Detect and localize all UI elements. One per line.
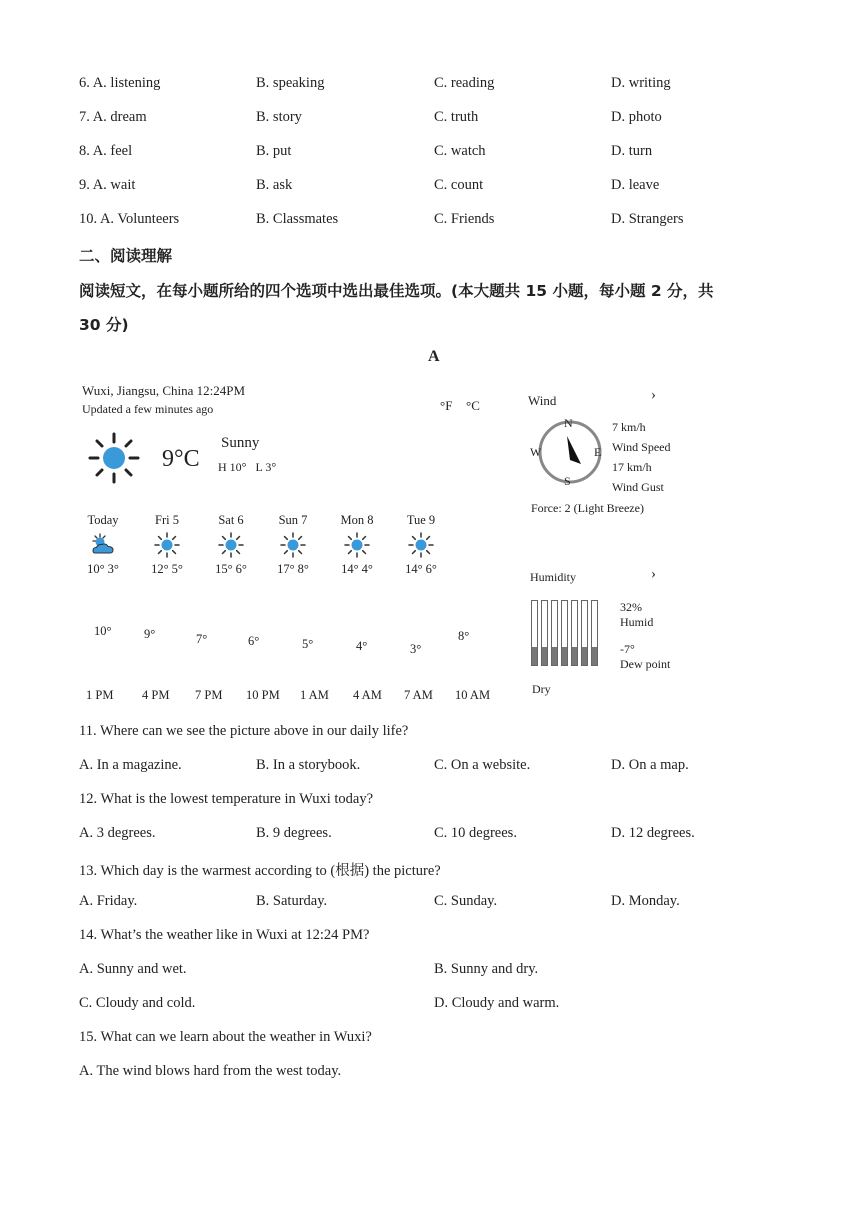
option-a: 10. A. Volunteers — [79, 211, 180, 227]
option-a: A. Friday. — [79, 893, 138, 909]
wind-gust-value: 17 km/h — [612, 460, 652, 474]
forecast-day-temps: 14° 6° — [405, 562, 437, 576]
option-d: D. On a map. — [611, 757, 689, 773]
option-d: D. turn — [611, 143, 653, 159]
humidity-value: 32% — [620, 600, 642, 614]
hourly-time: 7 AM — [404, 688, 433, 702]
option-a: A. The wind blows hard from the west today. — [79, 1063, 342, 1079]
compass-s: S — [564, 474, 571, 488]
humidity-bar — [531, 600, 538, 666]
hourly-temp: 8° — [458, 629, 470, 644]
option-d: D. writing — [611, 75, 671, 91]
question-12-options — [79, 825, 799, 845]
forecast-day-temps: 12° 5° — [151, 562, 183, 576]
question-12: 12. What is the lowest temperature in Wuxi today? — [79, 791, 374, 807]
option-b: B. 9 degrees. — [256, 825, 332, 841]
humidity-bar-fill — [552, 647, 557, 665]
section-heading: 二、阅读理解 — [79, 247, 173, 265]
forecast-day-temps: 15° 6° — [215, 562, 247, 576]
hourly-temp: 4° — [356, 639, 368, 654]
hourly-time: 10 AM — [455, 688, 491, 702]
humidity-bar — [541, 600, 548, 666]
weather-location: Wuxi, Jiangsu, China 12:24PM — [82, 383, 246, 398]
hourly-temp: 3° — [410, 642, 422, 656]
question-11: 11. Where can we see the picture above in our daily life? — [79, 723, 409, 739]
option-a: 9. A. wait — [79, 177, 136, 193]
hourly-temp: 6° — [248, 634, 260, 649]
high-low: H 10° L 3° — [218, 460, 277, 474]
passage-label: A — [428, 348, 440, 365]
sun-icon — [154, 532, 180, 558]
compass-n: N — [564, 416, 573, 430]
current-temp: 9°C — [162, 446, 200, 472]
humidity-bar — [561, 600, 568, 666]
question-14-options-row1 — [79, 961, 799, 981]
question-row-9 — [79, 177, 799, 197]
humidity-bar-fill — [592, 647, 597, 665]
humidity-bar-fill — [532, 647, 537, 665]
hourly-time: 7 PM — [195, 688, 223, 702]
sun-icon — [280, 532, 306, 558]
option-a: A. 3 degrees. — [79, 825, 156, 841]
question-row-6 — [79, 75, 799, 95]
option-c: C. Friends — [434, 211, 495, 227]
question-row-8 — [79, 143, 799, 163]
question-row-7 — [79, 109, 799, 129]
question-14: 14. What’s the weather like in Wuxi at 12:24 PM? — [79, 927, 370, 943]
dew-point-value: -7° — [620, 642, 635, 656]
question-15-options — [79, 1063, 799, 1083]
option-d: D. leave — [611, 177, 660, 193]
option-a: A. In a magazine. — [79, 757, 182, 773]
option-a: 8. A. feel — [79, 143, 133, 159]
hourly-temp: 9° — [144, 626, 156, 641]
option-b: B. Sunny and dry. — [434, 961, 539, 977]
forecast-day-label: Today — [87, 513, 119, 527]
option-d: D. Strangers — [611, 211, 684, 227]
section-instruction-cont: 30 分) — [79, 316, 129, 334]
forecast-day-label: Mon 8 — [340, 513, 374, 527]
humidity-bar — [591, 600, 598, 666]
option-c: C. On a website. — [434, 757, 531, 773]
option-b: B. story — [256, 109, 302, 125]
option-a: 7. A. dream — [79, 109, 147, 125]
forecast-day-label: Fri 5 — [155, 513, 179, 527]
hourly-time: 1 AM — [300, 688, 329, 702]
humidity-bar-fill — [572, 647, 577, 665]
hourly-time: 4 PM — [142, 688, 170, 702]
current-condition: Sunny — [221, 435, 260, 451]
hourly-temp: 10° — [94, 624, 112, 638]
sun-icon — [218, 532, 244, 558]
hourly-temp: 7° — [196, 631, 208, 646]
option-d: D. 12 degrees. — [611, 825, 695, 841]
wind-force: Force: 2 (Light Breeze) — [531, 501, 644, 515]
option-c: C. Cloudy and cold. — [79, 995, 196, 1011]
unit-celsius-toggle[interactable]: °C — [466, 398, 480, 413]
option-c: C. count — [434, 177, 484, 193]
question-row-10 — [79, 211, 799, 231]
partly-cloudy-icon — [90, 532, 116, 558]
weather-updated: Updated a few minutes ago — [82, 402, 214, 416]
forecast-day-label: Sat 6 — [218, 513, 244, 527]
sun-icon — [408, 532, 434, 558]
wind-gust-label: Wind Gust — [612, 480, 664, 494]
compass-w: W — [530, 445, 542, 459]
unit-fahrenheit-toggle[interactable]: °F — [440, 398, 453, 413]
forecast-day-label: Tue 9 — [406, 513, 436, 527]
question-15: 15. What can we learn about the weather in Wuxi? — [79, 1029, 372, 1045]
humidity-chevron-icon[interactable]: › — [651, 566, 656, 582]
option-c: C. Sunday. — [434, 893, 498, 909]
weather-widget — [78, 380, 698, 710]
humidity-title: Humidity — [530, 570, 577, 584]
dew-point-label: Dew point — [620, 657, 671, 671]
humidity-bar — [571, 600, 578, 666]
option-b: B. Classmates — [256, 211, 339, 227]
humidity-bar-fill — [562, 647, 567, 665]
option-d: D. Monday. — [611, 893, 680, 909]
forecast-day-temps: 17° 8° — [277, 562, 309, 576]
sun-icon — [88, 432, 140, 484]
hourly-time: 1 PM — [86, 688, 114, 702]
forecast-day-label: Sun 7 — [278, 513, 308, 527]
wind-chevron-icon[interactable]: › — [651, 387, 656, 403]
humidity-bar-fill — [582, 647, 587, 665]
option-b: B. speaking — [256, 75, 325, 91]
option-c: C. 10 degrees. — [434, 825, 517, 841]
forecast-day-temps: 14° 4° — [341, 562, 373, 576]
hourly-temp: 5° — [302, 636, 314, 651]
option-c: C. watch — [434, 143, 486, 159]
hourly-time: 10 PM — [246, 688, 280, 702]
humidity-bar — [551, 600, 558, 666]
question-13: 13. Which day is the warmest according to (根据) the picture? — [79, 863, 441, 879]
option-b: B. ask — [256, 177, 293, 193]
option-c: C. truth — [434, 109, 479, 125]
humidity-bar-fill — [542, 647, 547, 665]
section-instruction: 阅读短文，在每小题所给的四个选项中选出最佳选项。(本大题共 15 小题，每小题 2 分，共 — [79, 282, 714, 300]
humidity-bar — [581, 600, 588, 666]
option-c: C. reading — [434, 75, 495, 91]
option-a: A. Sunny and wet. — [79, 961, 187, 977]
compass-e: E — [594, 445, 602, 459]
option-d: D. photo — [611, 109, 662, 125]
humidity-scale-label: Dry — [532, 682, 551, 696]
wind-speed-value: 7 km/h — [612, 420, 646, 434]
sun-icon — [344, 532, 370, 558]
wind-title: Wind — [528, 393, 557, 408]
wind-speed-label: Wind Speed — [612, 440, 671, 454]
option-d: D. Cloudy and warm. — [434, 995, 560, 1011]
option-a: 6. A. listening — [79, 75, 161, 91]
question-13-options — [79, 893, 799, 913]
hourly-time: 4 AM — [353, 688, 382, 702]
option-b: B. In a storybook. — [256, 757, 361, 773]
question-14-options-row2 — [79, 995, 799, 1015]
humidity-label: Humid — [620, 615, 654, 629]
question-11-options — [79, 757, 799, 777]
forecast-day-temps: 10° 3° — [87, 562, 119, 576]
option-b: B. put — [256, 143, 292, 159]
option-b: B. Saturday. — [256, 893, 328, 909]
